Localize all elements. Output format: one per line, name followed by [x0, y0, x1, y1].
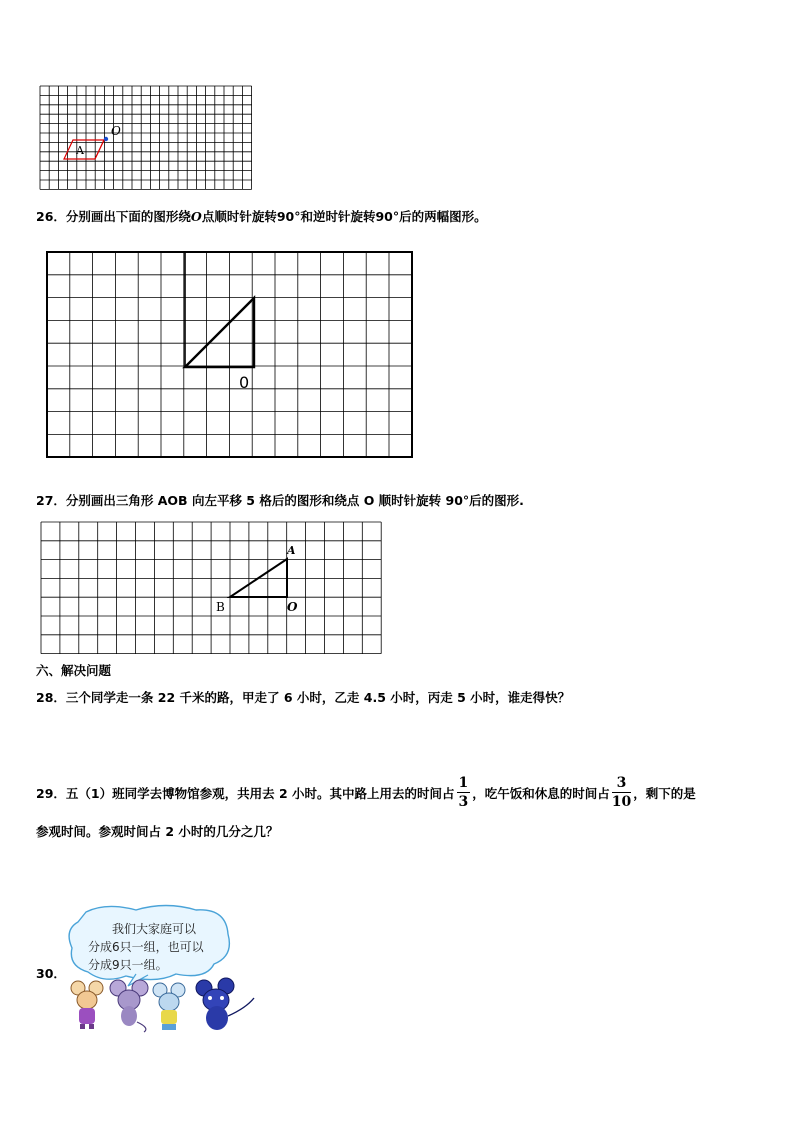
mouse-3 — [153, 983, 185, 1030]
speech-text — [88, 920, 228, 974]
figure1-connector — [95, 140, 104, 159]
q30-number: 30． — [36, 966, 66, 981]
q27-grid — [40, 521, 382, 654]
q29-fraction-2: $\frac{3}{10}$ — [611, 775, 632, 810]
q27-label-a: A — [287, 544, 296, 557]
speech-line-2: 分成6只一组，也可以 — [88, 940, 204, 954]
question-28 — [36, 688, 570, 706]
q29-number: 29． — [36, 785, 66, 801]
figure1-parallelogram — [64, 140, 104, 159]
q26-triangle — [185, 298, 254, 367]
speech-line-1: 我们大家庭可以 — [112, 922, 197, 936]
mouse-4 — [196, 978, 254, 1030]
q28-text: 三个同学走一条 22 千米的路，甲走了 6 小时，乙走 4.5 小时，丙走 5 小时，谁走得快？ — [65, 690, 571, 705]
q26-number: 26． — [36, 209, 66, 224]
q27-text: 分别画出三角形 AOB 向左平移 5 格后的图形和绕点 O 顺时针旋转 90°后的图形. — [65, 493, 524, 508]
q29-line2: 参观时间。参观时间占 2 小时的几分之几？ — [36, 824, 279, 839]
q26-text: 分别画出下面的图形绕 — [65, 209, 191, 224]
question-29 — [36, 776, 696, 809]
question-26 — [36, 207, 487, 225]
section-6-title: 六、解决问题 — [36, 663, 112, 678]
q27-label-o: O — [287, 600, 298, 614]
q29-text-c: ，剩下的是 — [633, 785, 696, 801]
q27-number: 27． — [36, 493, 66, 508]
q26-point: O — [190, 209, 202, 224]
figure1-point-o — [104, 137, 108, 141]
q27-label-b: B — [216, 600, 225, 614]
figure1-label-o: O — [111, 124, 121, 138]
mice-illustration — [64, 978, 260, 1034]
q26-text2: 点顺时针旋转90°和逆时针旋转90°后的两幅图形。 — [201, 209, 487, 224]
mouse-1 — [71, 981, 103, 1029]
q28-number: 28． — [36, 690, 66, 705]
figure1-grid — [39, 85, 253, 191]
mouse-2 — [110, 980, 148, 1032]
q29-text-b: ，吃午饭和休息的时间占 — [472, 785, 610, 801]
q29-text-a: 五（1）班同学去博物馆参观，共用去 2 小时。其中路上用去的时间占 — [65, 785, 455, 801]
figure1-label-a: A — [76, 144, 84, 157]
q26-grid — [46, 251, 414, 459]
question-27 — [36, 491, 524, 509]
speech-line-3: 分成9只一组。 — [88, 958, 168, 972]
q26-label-o: 0 — [239, 373, 250, 392]
q29-fraction-1: $\frac{1}{3}$ — [458, 775, 469, 810]
